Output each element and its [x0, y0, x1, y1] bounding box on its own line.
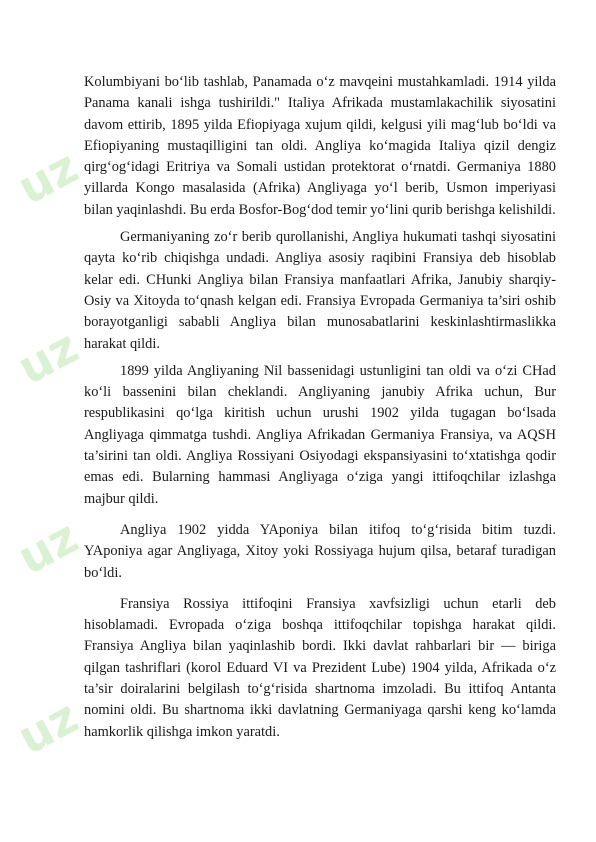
watermark-text: uz — [8, 319, 87, 395]
watermark-text: uz — [8, 509, 87, 585]
paragraph-5: Fransiya Rossiya ittifoqini Fransiya xavfsizligi uchun etarli deb hisoblamadi. Evropada o‘ziga boshqa ittifoqchilar topishga harakat qildi. Fransiya Angliya bilan yaqinlashib bordi. Ikki davlat rahbarlari bir — biriga qilgan tashriflari (korol Eduard VI va Prezident Lube) 1904 yilda, Afrikada o‘z ta’sir doiralarini belgilash to‘g‘risida shartnoma imzoladi. Bu ittifoq Antanta nomini oldi. Bu shartnoma ikki davlatning Germaniyaga qarshi keng ko‘lamda hamkorlik qilishga imkon yaratdi. — [84, 595, 556, 740]
paragraph-4: Angliya 1902 yidda YAponiya bilan itifoq to‘g‘risida bitim tuzdi. YAponiya agar Angliyaga, Xitoy yoki Rossiyaga hujum qilsa, betaraf turadigan bo‘ldi. — [84, 521, 556, 581]
document-page — [84, 72, 556, 743]
watermark-text: uz — [8, 689, 87, 765]
paragraph-2: Germaniyaning zo‘r berib qurollanishi, Angliya hukumati tashqi siyosatini qayta ko‘rib chiqishga undadi. Angliya asosiy raqibini Fransiya deb hisoblab kelar edi. CHunki Angliya bilan Fransiya manfaatlari Afrika, Janubiy sharqiy-Osiy va Xitoyda to‘qnash kelgan edi. Fransiya Evropada Germaniya ta’siri oshib borayotganligi sababli Angliya bilan munosabatlarini keskinlashtirmaslikka harakat qildi. — [84, 229, 556, 352]
paragraph-3: 1899 yilda Angliyaning Nil bassenidagi ustunligini tan oldi va o‘zi CHad ko‘li bassenini bilan cheklandi. Angliyaning janubiy Afrika uchun, Bur respublikasini qo‘lga kiritish uchun urushi 1902 yilda tugagan bo‘lsada Angliyaga qimmatga tushdi. Angliya Afrikadan Germaniya Fransiya, va AQSH ta’sirini tan oldi. Angliya Rossiyani Osiyodagi ekspansiyasini to‘xtatishga qodir emas edi. Bularning hammasi Angliyaga o‘ziga yangi ittifoqchilar izlashga majbur qildi. — [84, 362, 556, 507]
watermark-text: uz — [8, 139, 87, 215]
paragraph-1: Kolumbiyani bo‘lib tashlab, Panamada o‘z mavqeini mustahkamladi. 1914 yilda Panama kanali ishga tushirildi." Italiya Afrikada mustamlakachilik siyosatini davom ettirib, 1895 yilda Efiopiyaga xujum qildi, kelgusi yili mag‘lub bo‘ldi va Efiopiyaning mustaqilligini tan oldi. Angliya ko‘magida Italiya qizil dengiz qirg‘og‘idagi Eritriya va Somali ustidan protektorat o‘rnatdi. Germaniya 1880 yillarda Kongo masalasida (Afrika) Angliyaga yo‘l berib, Usmon imperiyasi bilan yaqinlashdi. Bu erda Bosfor-Bog‘dod temir yo‘lini qurib berishga kelishildi. — [84, 74, 556, 218]
